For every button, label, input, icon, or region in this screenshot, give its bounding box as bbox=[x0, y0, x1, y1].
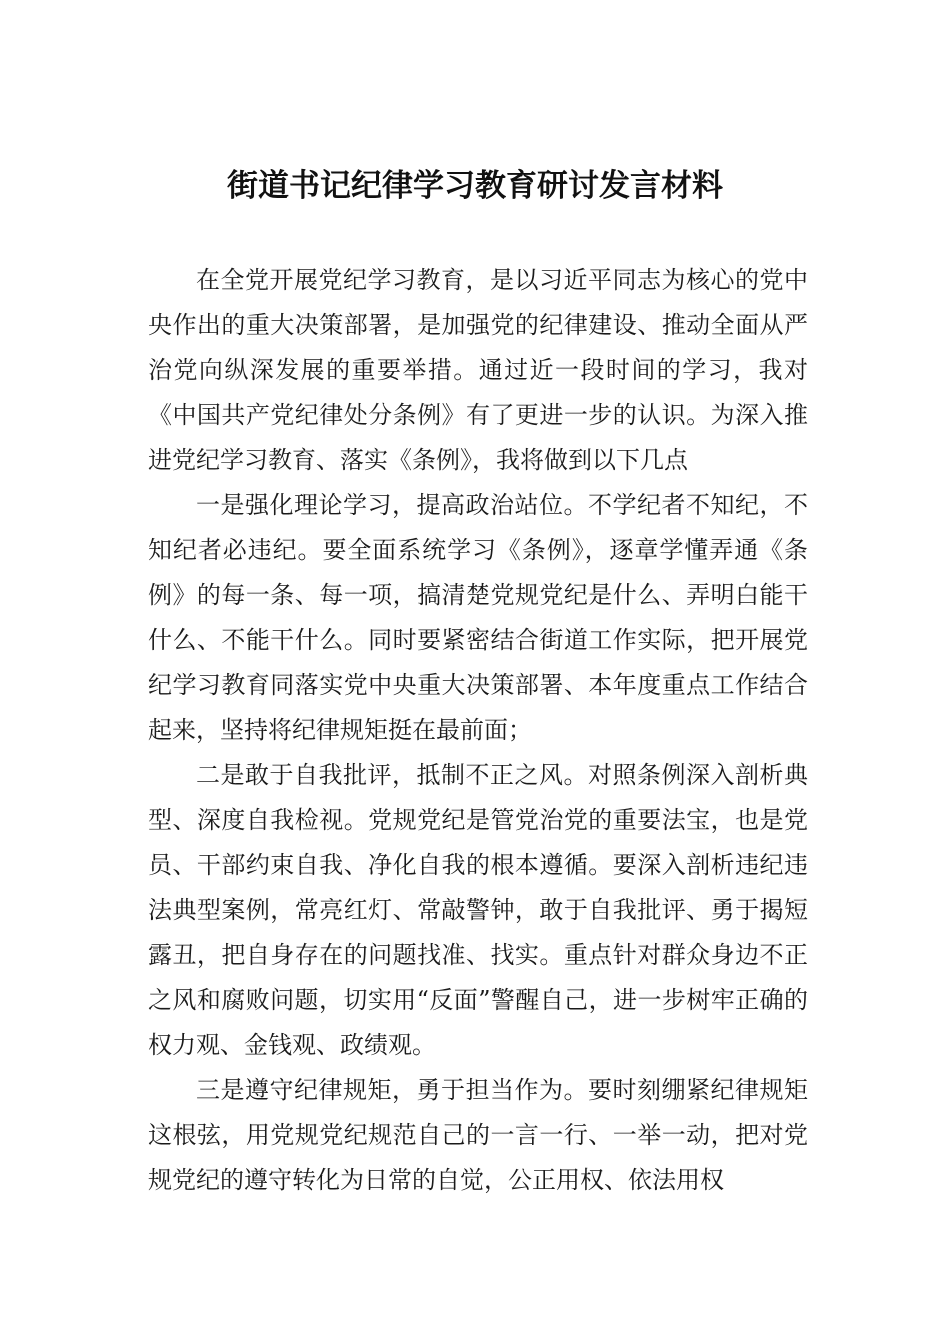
document-body bbox=[148, 258, 808, 1203]
paragraph-point-one: 一是强化理论学习，提高政治站位。不学纪者不知纪，不知纪者必违纪。要全面系统学习《条例》，逐章学懂弄通《条例》的每一条、每一项，搞清楚党规党纪是什么、弄明白能干什么、不能干什么。同时要紧密结合街道工作实际，把开展党纪学习教育同落实党中央重大决策部署、本年度重点工作结合起来，坚持将纪律规矩挺在最前面； bbox=[148, 491, 808, 744]
paragraph-intro: 在全党开展党纪学习教育，是以习近平同志为核心的党中央作出的重大决策部署，是加强党的纪律建设、推动全面从严治党向纵深发展的重要举措。通过近一段时间的学习，我对《中国共产党纪律处分条例》有了更进一步的认识。为深入推进党纪学习教育、落实《条例》，我将做到以下几点 bbox=[148, 266, 808, 474]
paragraph-point-three: 三是遵守纪律规矩，勇于担当作为。要时刻绷紧纪律规矩这根弦，用党规党纪规范自己的一言一行、一举一动，把对党规党纪的遵守转化为日常的自觉，公正用权、依法用权 bbox=[148, 1076, 808, 1194]
paragraph-point-two: 二是敢于自我批评，抵制不正之风。对照条例深入剖析典型、深度自我检视。党规党纪是管党治党的重要法宝，也是党员、干部约束自我、净化自我的根本遵循。要深入剖析违纪违法典型案例，常亮红灯、常敲警钟，敢于自我批评、勇于揭短露丑，把自身存在的问题找准、找实。重点针对群众身边不正之风和腐败问题，切实用“反面”警醒自己，进一步树牢正确的权力观、金钱观、政绩观。 bbox=[148, 761, 808, 1059]
document-title: 街道书记纪律学习教育研讨发言材料 bbox=[227, 168, 723, 204]
